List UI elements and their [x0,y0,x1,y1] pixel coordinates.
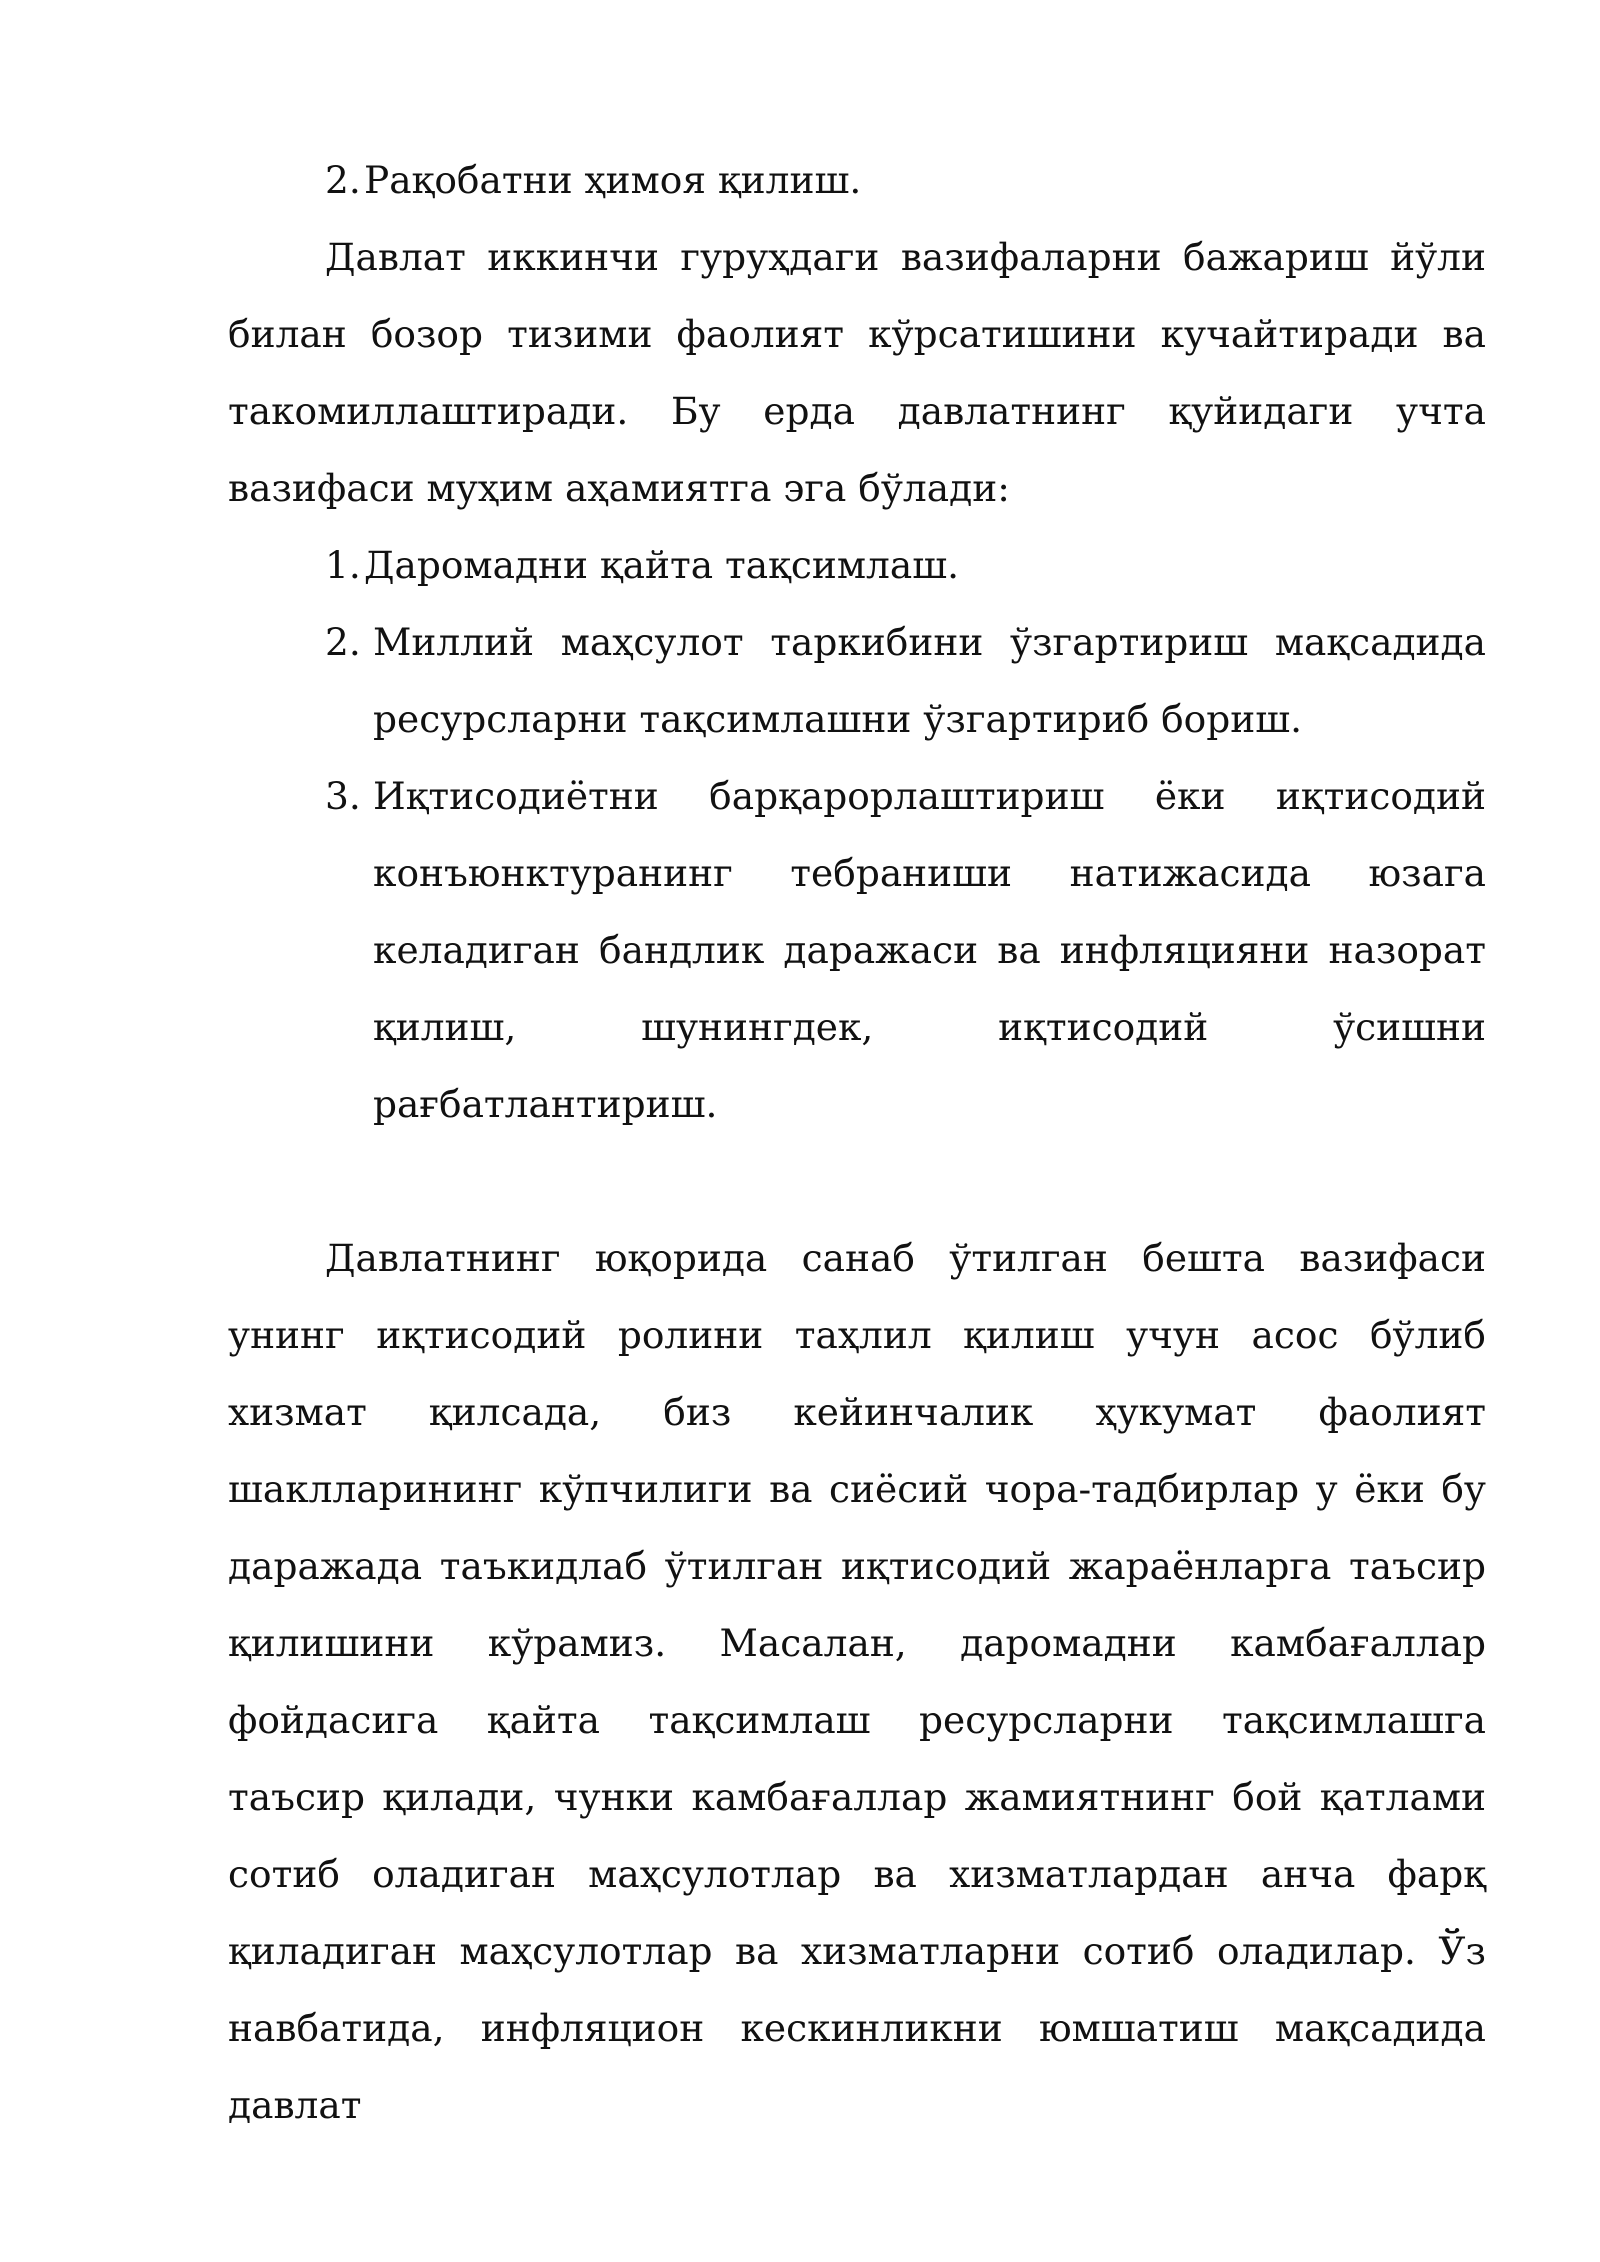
top-list [228,142,1486,219]
document-body [228,142,1486,2144]
list-number: 2. [325,620,361,664]
list-number: 1. [325,543,361,587]
paragraph-main: Давлатнинг юқорида санаб ўтилган бешта вазифаси унинг иқтисодий ролини таҳлил қилиш учун асос бўлиб хизмат қилсада, биз кейинчалик ҳукумат фаолият шаклларининг кўпчилиги ва сиёсий чора-тадбирлар у ёки бу даражада таъкидлаб ўтилган иқтисодий жараёнларга таъсир қилишини кўрамиз. Масалан, даромадни камбағаллар фойдасига қайта тақсимлаш ресурсларни тақсимлашга таъсир қилади, чунки камбағаллар жамиятнинг бой қатлами сотиб оладиган маҳсулотлар ва хизматлардан анча фарқ қиладиган маҳсулотлар ва хизматларни сотиб оладилар. Ўз навбатида, инфляцион кескинликни юмшатиш мақсадида давлат [228,1236,1486,2127]
list-item [228,758,1486,1143]
list-item [228,142,1486,219]
list-number: 3. [325,774,361,818]
list-item [228,527,1486,604]
list-text: Даромадни қайта тақсимлаш. [364,543,960,587]
list-text: Рақобатни ҳимоя қилиш. [364,158,862,202]
list-text: Миллий маҳсулот таркибини ўзгартириш мақсадида ресурсларни тақсимлашни ўзгартириб бориш. [373,620,1486,741]
paragraph-intro: Давлат иккинчи гуруҳдаги вазифаларни бажариш йўли билан бозор тизими фаолият кўрсатишини кучайтиради ва такомиллаштиради. Бу ерда давлатнинг қуйидаги учта вазифаси муҳим аҳамиятга эга бўлади: [228,235,1486,510]
list-text: Иқтисодиётни барқарорлаштириш ёки иқтисодий конъюнктуранинг тебраниши натижасида юзага келадиган бандлик даражаси ва инфляцияни назорат қилиш, шунингдек, иқтисодий ўсишни рағбатлантириш. [373,774,1486,1126]
functions-list [228,527,1486,1143]
paragraph-gap [228,1143,1486,1220]
list-number: 2. [325,158,361,202]
list-item [228,604,1486,758]
